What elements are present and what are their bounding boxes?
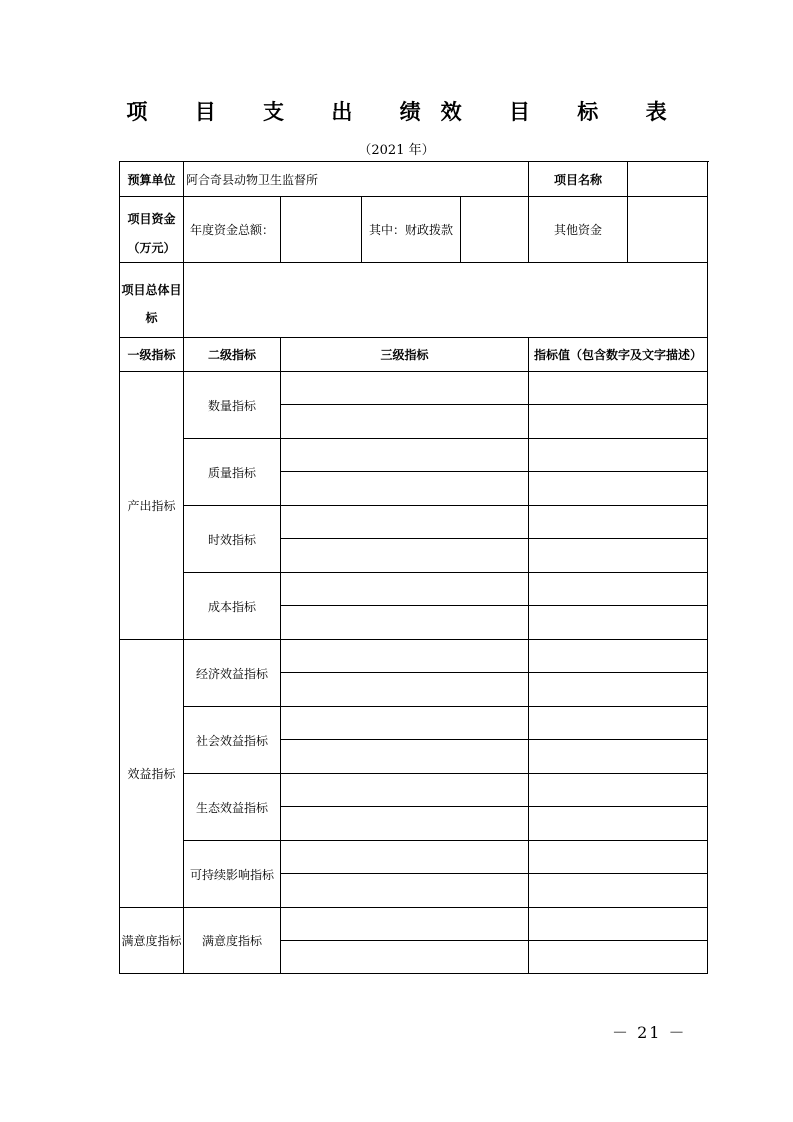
- page-number: － 21 －: [612, 1023, 687, 1042]
- fiscal-value[interactable]: [461, 197, 529, 263]
- table-row: [120, 841, 708, 874]
- level3-cell[interactable]: [281, 372, 529, 405]
- level2-sustainability: 可持续影响指标: [184, 841, 281, 908]
- level3-cell[interactable]: [281, 941, 529, 974]
- goal-value[interactable]: [184, 263, 708, 338]
- indicator-value-cell[interactable]: [529, 941, 708, 974]
- indicator-value-cell[interactable]: [529, 573, 708, 606]
- goal-label-line2: 标: [145, 311, 158, 325]
- level3-cell[interactable]: [281, 807, 529, 841]
- level3-cell[interactable]: [281, 439, 529, 472]
- level2-quantity: 数量指标: [184, 372, 281, 439]
- project-name-value[interactable]: [628, 162, 708, 197]
- table-row: [120, 774, 708, 807]
- col-indicator-value: 指标值（包含数字及文字描述）: [529, 338, 708, 372]
- level3-cell[interactable]: [281, 640, 529, 673]
- indicator-value-cell[interactable]: [529, 472, 708, 506]
- level3-cell[interactable]: [281, 908, 529, 941]
- level1-satisfaction: 满意度指标: [120, 908, 184, 974]
- indicator-value-cell[interactable]: [529, 372, 708, 405]
- budget-unit-label: 预算单位: [120, 162, 184, 197]
- year-subtitle: （2021 年）: [358, 143, 435, 158]
- col-level3: 三级指标: [281, 338, 529, 372]
- level3-cell[interactable]: [281, 841, 529, 874]
- goal-label: [120, 263, 184, 338]
- indicator-value-cell[interactable]: [529, 673, 708, 707]
- level2-ecological: 生态效益指标: [184, 774, 281, 841]
- table-row: [120, 372, 708, 405]
- page-title: 项 目 支 出 绩效 目 标 表: [126, 100, 687, 124]
- indicator-value-cell[interactable]: [529, 640, 708, 673]
- indicator-value-cell[interactable]: [529, 539, 708, 573]
- indicator-value-cell[interactable]: [529, 506, 708, 539]
- header-row: [120, 162, 708, 197]
- fiscal-label: 其中：财政拨款: [362, 197, 461, 263]
- col-level2: 二级指标: [184, 338, 281, 372]
- level3-cell[interactable]: [281, 573, 529, 606]
- level3-cell[interactable]: [281, 673, 529, 707]
- level3-cell[interactable]: [281, 774, 529, 807]
- performance-goal-table: [119, 161, 708, 974]
- indicator-value-cell[interactable]: [529, 405, 708, 439]
- budget-unit-value[interactable]: 阿合奇县动物卫生监督所: [184, 162, 529, 197]
- col-level1: 一级指标: [120, 338, 184, 372]
- funds-label-line1: 项目资金: [127, 211, 176, 226]
- level3-cell[interactable]: [281, 740, 529, 774]
- level3-cell[interactable]: [281, 539, 529, 573]
- table-row: [120, 573, 708, 606]
- level3-cell[interactable]: [281, 472, 529, 506]
- indicator-value-cell[interactable]: [529, 874, 708, 908]
- indicator-value-cell[interactable]: [529, 606, 708, 640]
- level3-cell[interactable]: [281, 707, 529, 740]
- funds-label: [120, 197, 184, 263]
- level3-cell[interactable]: [281, 506, 529, 539]
- funds-row: [120, 197, 708, 263]
- other-funds-label: 其他资金: [529, 197, 628, 263]
- indicator-value-cell[interactable]: [529, 841, 708, 874]
- level2-cost: 成本指标: [184, 573, 281, 640]
- annual-total-label: 年度资金总额：: [184, 197, 281, 263]
- table-row: [120, 439, 708, 472]
- level1-benefit: 效益指标: [120, 640, 184, 908]
- level2-economic: 经济效益指标: [184, 640, 281, 707]
- table-row: [120, 707, 708, 740]
- indicator-value-cell[interactable]: [529, 908, 708, 941]
- funds-label-line2: （万元）: [127, 240, 176, 255]
- level2-timeliness: 时效指标: [184, 506, 281, 573]
- level3-cell[interactable]: [281, 606, 529, 640]
- table-row: [120, 640, 708, 673]
- indicator-value-cell[interactable]: [529, 740, 708, 774]
- annual-total-value[interactable]: [281, 197, 362, 263]
- table-row: [120, 908, 708, 941]
- indicator-value-cell[interactable]: [529, 774, 708, 807]
- table-row: [120, 506, 708, 539]
- level2-social: 社会效益指标: [184, 707, 281, 774]
- level2-satisfaction: 满意度指标: [184, 908, 281, 974]
- goal-label-line1: 项目总体目: [121, 283, 182, 297]
- level3-cell[interactable]: [281, 874, 529, 908]
- level1-output: 产出指标: [120, 372, 184, 640]
- level2-quality: 质量指标: [184, 439, 281, 506]
- level3-cell[interactable]: [281, 405, 529, 439]
- column-header-row: [120, 338, 708, 372]
- goal-row: [120, 263, 708, 338]
- indicator-value-cell[interactable]: [529, 439, 708, 472]
- indicator-value-cell[interactable]: [529, 807, 708, 841]
- project-name-label: 项目名称: [529, 162, 628, 197]
- other-funds-value[interactable]: [628, 197, 708, 263]
- indicator-value-cell[interactable]: [529, 707, 708, 740]
